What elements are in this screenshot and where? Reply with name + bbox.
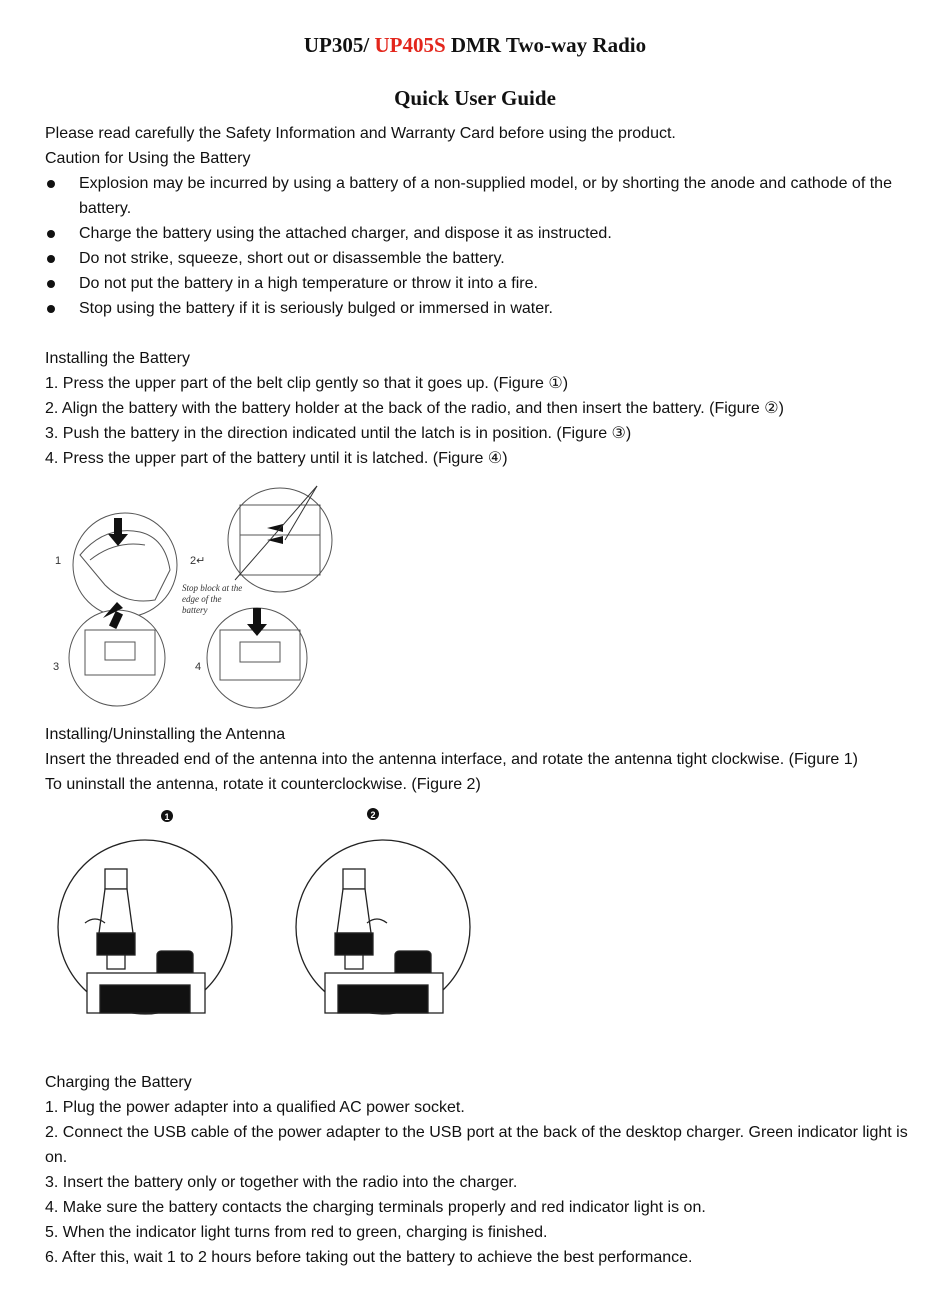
battery-install-figure <box>45 480 345 710</box>
charge-heading: Charging the Battery <box>45 1074 192 1091</box>
install-step: 4. Press the upper part of the battery until it is latched. (Figure ④) <box>45 450 508 467</box>
caution-text: Charge the battery using the attached charger, and dispose it as instructed. <box>79 225 612 242</box>
model-a: UP305/ <box>303 33 370 57</box>
figure-note: edge of the <box>182 594 222 604</box>
caution-text: Do not put the battery in a high temperature or throw it into a fire. <box>79 275 538 292</box>
install-step: 1. Press the upper part of the belt clip gently so that it goes up. (Figure ①) <box>45 375 569 392</box>
bullet-dot <box>47 255 55 263</box>
caution-item <box>45 221 915 246</box>
intro-text: Please read carefully the Safety Information and Warranty Card before using the product. <box>45 125 676 142</box>
install-step: 2. Align the battery with the battery holder at the back of the radio, and then insert the battery. (Figure ②) <box>45 400 784 417</box>
figure-label: 4 <box>195 661 202 673</box>
caution-text: Stop using the battery if it is seriously bulged or immersed in water. <box>79 300 553 317</box>
charge-step: 3. Insert the battery only or together with the radio into the charger. <box>45 1174 518 1191</box>
antenna-heading: Installing/Uninstalling the Antenna <box>45 726 286 743</box>
figure-note: battery <box>182 605 208 615</box>
caution-item <box>45 271 915 296</box>
charge-step: 6. After this, wait 1 to 2 hours before taking out the battery to achieve the best performance. <box>45 1249 693 1266</box>
charge-step: 1. Plug the power adapter into a qualified AC power socket. <box>45 1099 465 1116</box>
caution-item <box>45 171 915 221</box>
figure-label: 1 <box>55 555 62 567</box>
bullet-dot <box>47 230 55 238</box>
antenna-line: Insert the threaded end of the antenna into the antenna interface, and rotate the antenna tight clockwise. (Figure 1) <box>45 751 858 768</box>
figure-label: 2↵ <box>190 555 206 567</box>
caution-text: Do not strike, squeeze, short out or disassemble the battery. <box>79 250 505 267</box>
figure-number: 1 <box>164 812 170 822</box>
bullet-dot <box>47 280 55 288</box>
charge-step: 4. Make sure the battery contacts the charging terminals properly and red indicator light is on. <box>45 1199 706 1216</box>
caution-text: Explosion may be incurred by using a battery of a non-supplied model, or by shorting the anode and cathode of the battery. <box>79 175 892 217</box>
document-title <box>0 30 950 60</box>
install-heading: Installing the Battery <box>45 350 190 367</box>
caution-item <box>45 296 915 321</box>
bullet-dot <box>47 305 55 313</box>
caution-heading: Caution for Using the Battery <box>45 150 251 167</box>
antenna-line: To uninstall the antenna, rotate it counterclockwise. (Figure 2) <box>45 776 481 793</box>
install-step: 3. Push the battery in the direction indicated until the latch is in position. (Figure ③) <box>45 425 632 442</box>
title-rest: DMR Two-way Radio <box>450 33 647 57</box>
bullet-dot <box>47 180 55 188</box>
caution-item <box>45 246 915 271</box>
charge-step: 2. Connect the USB cable of the power adapter to the USB port at the back of the desktop charger. Green indicator light is on. <box>45 1124 908 1166</box>
figure-label: 3 <box>53 661 60 673</box>
document-subtitle: Quick User Guide <box>394 86 556 110</box>
model-b: UP405S <box>374 33 446 57</box>
antenna-figure <box>55 805 485 1020</box>
figure-note: Stop block at the <box>182 583 243 593</box>
figure-number: 2 <box>370 810 376 820</box>
charge-step: 5. When the indicator light turns from red to green, charging is finished. <box>45 1224 548 1241</box>
